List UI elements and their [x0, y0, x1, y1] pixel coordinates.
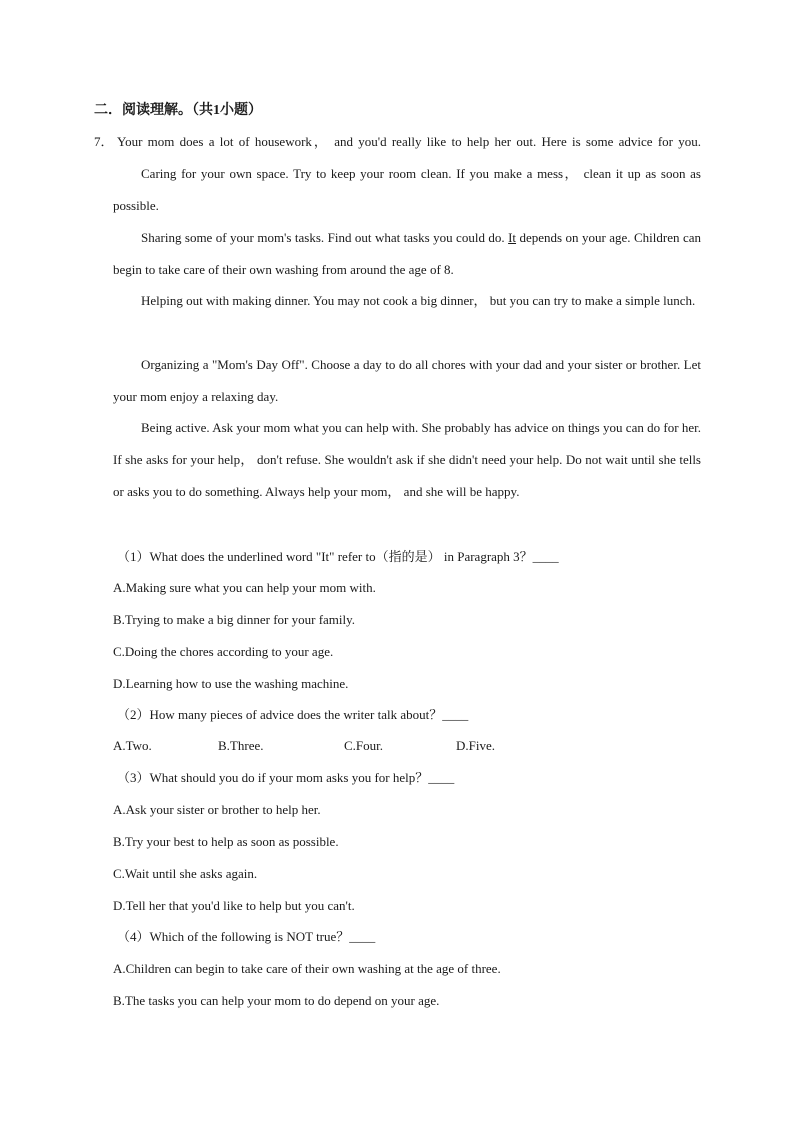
passage-paragraph-4 — [113, 349, 701, 413]
subquestion-3-option-a: A.Ask your sister or brother to help her. — [113, 802, 321, 817]
passage-paragraph-3 — [113, 285, 701, 317]
subquestion-2-option-c: C.Four. — [344, 738, 384, 753]
subquestion-2-options — [113, 738, 713, 754]
section-title: 二．阅读理解。（共1小题） — [94, 103, 262, 118]
question-number: 7． — [94, 134, 114, 149]
subquestion-4-option-b: B.The tasks you can help your mom to do depend on your age. — [113, 993, 440, 1008]
paragraph-text-before: Sharing some of your mom's tasks. Find out what tasks you could do. — [141, 230, 509, 245]
paragraph-text: Organizing a "Mom's Day Off". Choose a day to do all chores with your dad and your sister or brother. Let your mom enjoy a relaxing day. — [113, 357, 701, 404]
subquestion-1-option-a: A.Making sure what you can help your mom with. — [113, 580, 376, 595]
subquestion-2-stem: （2）How many pieces of advice does the writer talk about？____ — [117, 707, 469, 722]
subquestion-3-option-c: C.Wait until she asks again. — [113, 866, 258, 881]
paragraph-text — [113, 222, 701, 286]
subquestion-2-option-a: A.Two. — [113, 738, 152, 753]
subquestion-2-option-d: D.Five. — [456, 738, 495, 753]
subquestion-3-option-b: B.Try your best to help as soon as possible. — [113, 834, 339, 849]
subquestion-3-stem: （3）What should you do if your mom asks you for help？____ — [117, 770, 455, 785]
paragraph-text: Caring for your own space. Try to keep your room clean. If you make a mess， clean it up as soon as possible. — [113, 166, 701, 213]
passage-paragraph-2 — [113, 222, 701, 286]
paragraph-text: Helping out with making dinner. You may not cook a big dinner， but you can try to make a simple lunch. — [141, 293, 696, 308]
subquestion-1-stem: （1）What does the underlined word "It" refer to（指的是） in Paragraph 3？____ — [117, 549, 559, 564]
subquestion-4-option-a: A.Children can begin to take care of their own washing at the age of three. — [113, 961, 501, 976]
subquestion-1-option-c: C.Doing the chores according to your age. — [113, 644, 334, 659]
subquestion-4-stem: （4）Which of the following is NOT true？____ — [117, 929, 376, 944]
passage-paragraph-5 — [113, 412, 701, 508]
paragraph-text-after: depends on your age. Children can begin to take care of their own washing from around the age of 8. — [113, 230, 701, 277]
subquestion-1-option-d: D.Learning how to use the washing machine. — [113, 676, 349, 691]
question-intro: Your mom does a lot of housework， and you'd really like to help her out. Here is some advice for you. — [117, 134, 701, 149]
underlined-word-it: It — [508, 230, 517, 245]
subquestion-1-option-b: B.Trying to make a big dinner for your family. — [113, 612, 356, 627]
subquestion-3-option-d: D.Tell her that you'd like to help but you can't. — [113, 898, 355, 913]
passage-paragraph-1 — [113, 158, 701, 222]
subquestion-2-option-b: B.Three. — [218, 738, 264, 753]
paragraph-text: Being active. Ask your mom what you can help with. She probably has advice on things you can do for her. If she asks for your help， don't refuse. She wouldn't ask if she didn't need your help. Do not wait until she tells or asks you to do something. Always help your mom， and she will be happy. — [113, 420, 701, 499]
